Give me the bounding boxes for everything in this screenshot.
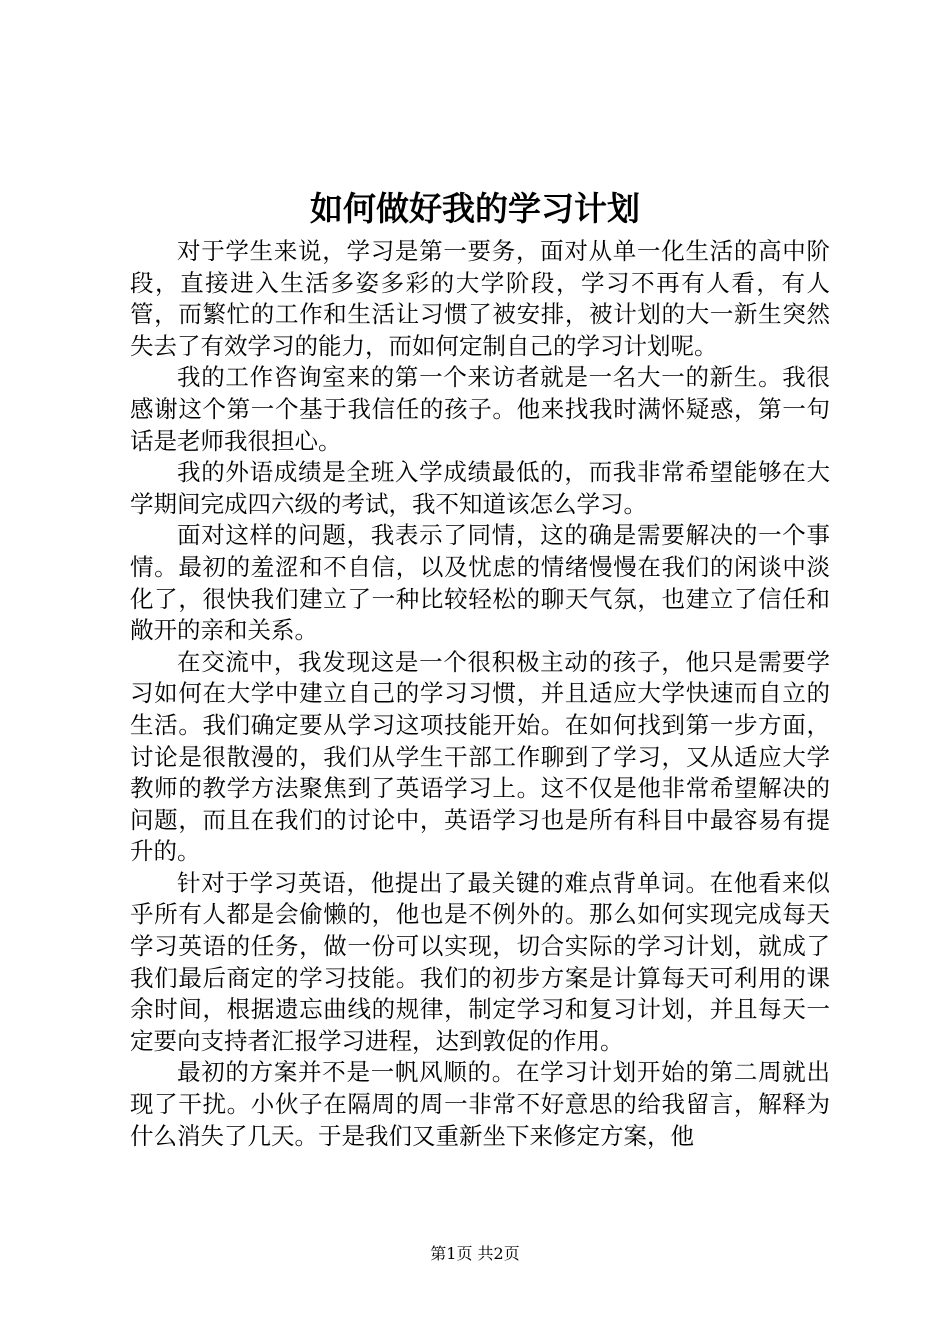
paragraph-1: 对于学生来说，学习是第一要务，面对从单一化生活的高中阶段，直接进入生活多姿多彩的大学阶段，学习不再有人看，有人管，而繁忙的工作和生活让习惯了被安排，被计划的大一新生突然失去了有效学习的能力，而如何定制自己的学习计划呢。 [130,237,830,360]
paragraph-3: 我的外语成绩是全班入学成绩最低的，而我非常希望能够在大学期间完成四六级的考试，我不知道该怎么学习。 [130,458,830,518]
paragraph-6: 针对于学习英语，他提出了最关键的难点背单词。在他看来似乎所有人都是会偷懒的，他也是不例外的。那么如何实现完成每天学习英语的任务，做一份可以实现，切合实际的学习计划，就成了我们最后商定的学习技能。我们的初步方案是计算每天可利用的课余时间，根据遗忘曲线的规律，制定学习和复习计划，并且每天一定要向支持者汇报学习进程，达到敦促的作用。 [130,868,830,1055]
page-indicator: 第1页 共2页 [430,1244,520,1263]
paragraph-7: 最初的方案并不是一帆风顺的。在学习计划开始的第二周就出现了干扰。小伙子在隔周的周一非常不好意思的给我留言，解释为什么消失了几天。于是我们又重新坐下来修定方案，他 [130,1058,830,1150]
paragraph-4: 面对这样的问题，我表示了同情，这的确是需要解决的一个事情。最初的羞涩和不自信，以及忧虑的情绪慢慢在我们的闲谈中淡化了，很快我们建立了一种比较轻松的聊天气氛，也建立了信任和敞开的亲和关系。 [130,521,830,645]
page-footer [0,1243,950,1265]
paragraph-5: 在交流中，我发现这是一个很积极主动的孩子，他只是需要学习如何在大学中建立自己的学习习惯，并且适应大学快速而自立的生活。我们确定要从学习这项技能开始。在如何找到第一步方面，讨论是很散漫的，我们从学生干部工作聊到了学习，又从适应大学教师的教学方法聚焦到了英语学习上。这不仅是他非常希望解决的问题，而且在我们的讨论中，英语学习也是所有科目中最容易有提升的。 [130,647,830,866]
document-body [130,236,830,1152]
page-title: 如何做好我的学习计划 [310,189,640,228]
paragraph-2: 我的工作咨询室来的第一个来访者就是一名大一的新生。我很感谢这个第一个基于我信任的孩子。他来找我时满怀疑惑，第一句话是老师我很担心。 [130,363,830,455]
